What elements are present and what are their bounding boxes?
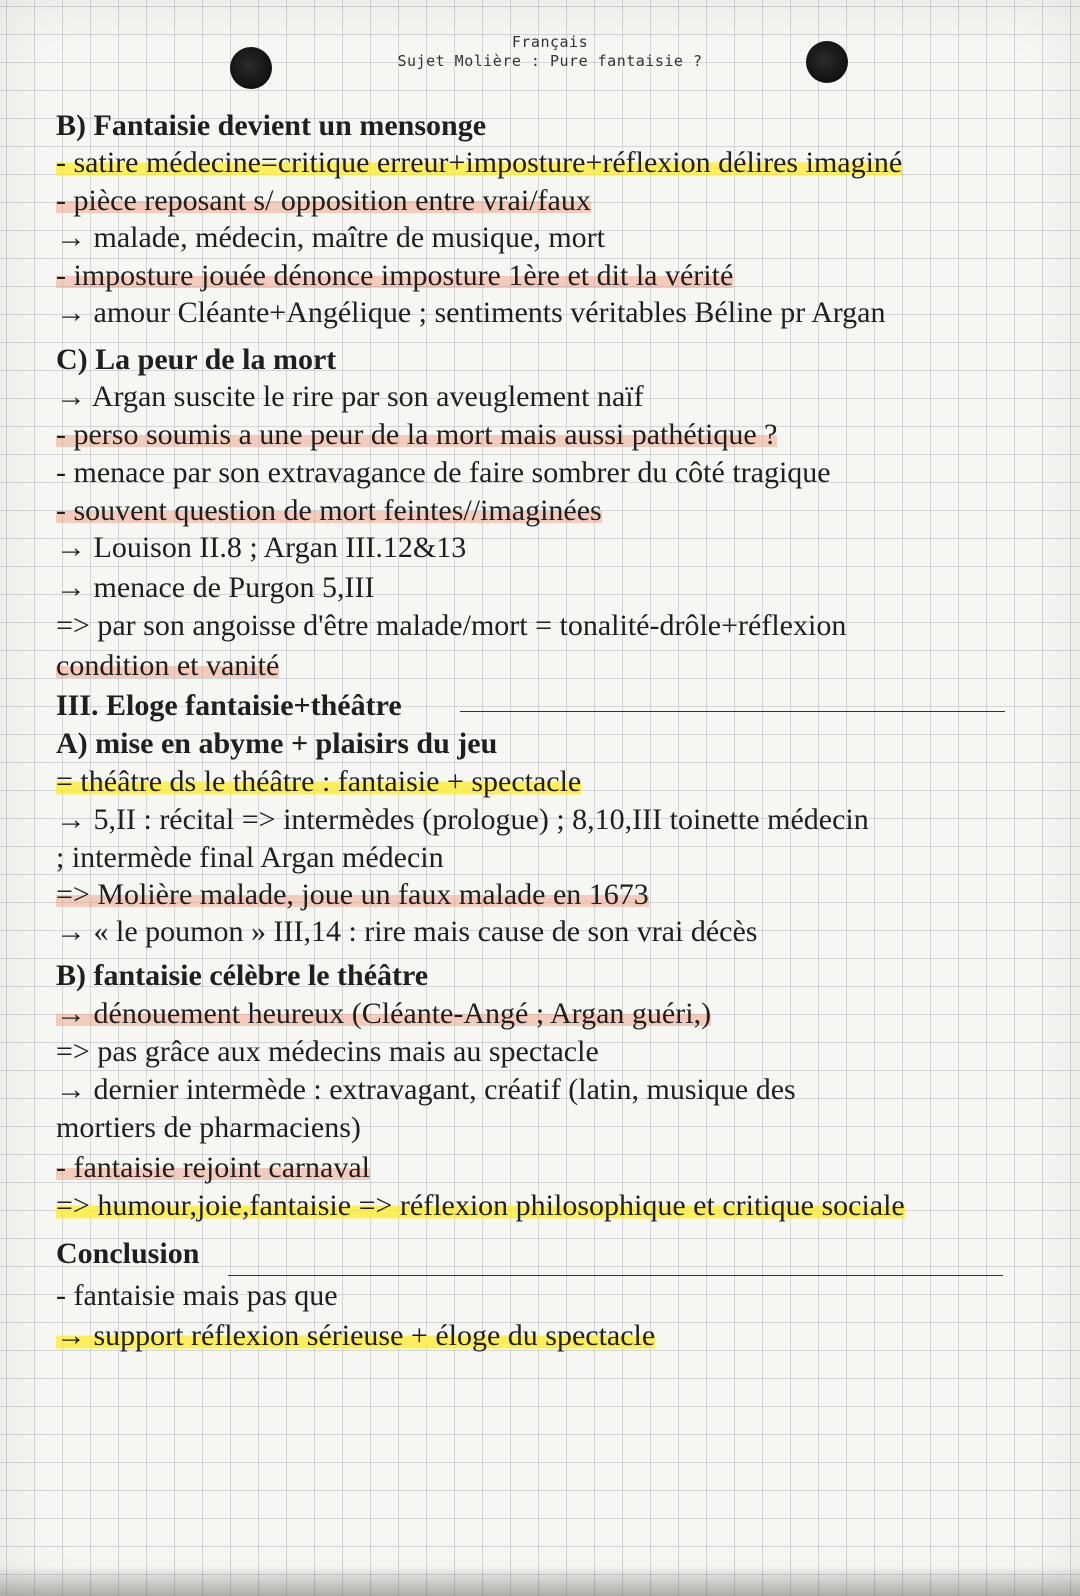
note-line: - souvent question de mort feintes//imaginées [56, 494, 602, 527]
note-line: - imposture jouée dénonce imposture 1ère et dit la vérité [56, 259, 734, 292]
note-line: - satire médecine=critique erreur+imposture+réflexion délires imaginé [56, 146, 903, 179]
conclusion-underline [228, 1275, 1003, 1276]
note-line: → menace de Purgon 5,III [56, 571, 375, 604]
heading-iii-eloge: III. Eloge fantaisie+théâtre [56, 689, 402, 722]
heading-a-mise-en-abyme: A) mise en abyme + plaisirs du jeu [56, 727, 498, 760]
note-line: => Molière malade, joue un faux malade en 1673 [56, 878, 649, 911]
note-line: - fantaisie rejoint carnaval [56, 1151, 371, 1184]
page-header [0, 33, 1080, 71]
note-line: => pas grâce aux médecins mais au spectacle [56, 1035, 599, 1068]
note-line: condition et vanité [56, 649, 280, 682]
note-line: - perso soumis a une peur de la mort mais aussi pathétique ? [56, 418, 778, 451]
header-topic: Sujet Molière : Pure fantaisie ? [397, 52, 703, 70]
note-line: → dénouement heureux (Cléante-Angé ; Argan guéri,) [56, 997, 712, 1030]
note-line: → support réflexion sérieuse + éloge du spectacle [56, 1319, 656, 1352]
note-line: → malade, médecin, maître de musique, mort [56, 221, 605, 254]
note-line: - menace par son extravagance de faire sombrer du côté tragique [56, 456, 831, 489]
note-line: mortiers de pharmaciens) [56, 1111, 361, 1144]
note-line: → « le poumon » III,14 : rire mais cause de son vrai décès [56, 915, 758, 948]
note-line: - fantaisie mais pas que [56, 1279, 338, 1312]
heading-b-celebre-theatre: B) fantaisie célèbre le théâtre [56, 959, 429, 992]
heading-conclusion: Conclusion [56, 1237, 200, 1270]
note-line: => par son angoisse d'être malade/mort = tonalité-drôle+réflexion [56, 609, 847, 642]
note-line: → 5,II : récital => intermèdes (prologue) ; 8,10,III toinette médecin [56, 803, 869, 836]
header-subject: Français [511, 33, 589, 51]
note-line: → Louison II.8 ; Argan III.12&13 [56, 531, 467, 564]
note-line: - pièce reposant s/ opposition entre vrai/faux [56, 184, 591, 217]
heading-b-fantaisie-mensonge: B) Fantaisie devient un mensonge [56, 109, 487, 142]
note-line: = théâtre ds le théâtre : fantaisie + spectacle [56, 765, 582, 798]
heading-c-peur-mort: C) La peur de la mort [56, 343, 337, 376]
note-line: → Argan suscite le rire par son aveuglement naïf [56, 380, 644, 413]
page-bottom-edge [0, 1566, 1080, 1596]
note-line: → amour Cléante+Angélique ; sentiments véritables Béline pr Argan [56, 296, 886, 329]
heading-underline [460, 711, 1005, 712]
note-line: => humour,joie,fantaisie => réflexion philosophique et critique sociale [56, 1189, 905, 1222]
note-line: ; intermède final Argan médecin [56, 841, 444, 874]
note-line: → dernier intermède : extravagant, créatif (latin, musique des [56, 1073, 796, 1106]
